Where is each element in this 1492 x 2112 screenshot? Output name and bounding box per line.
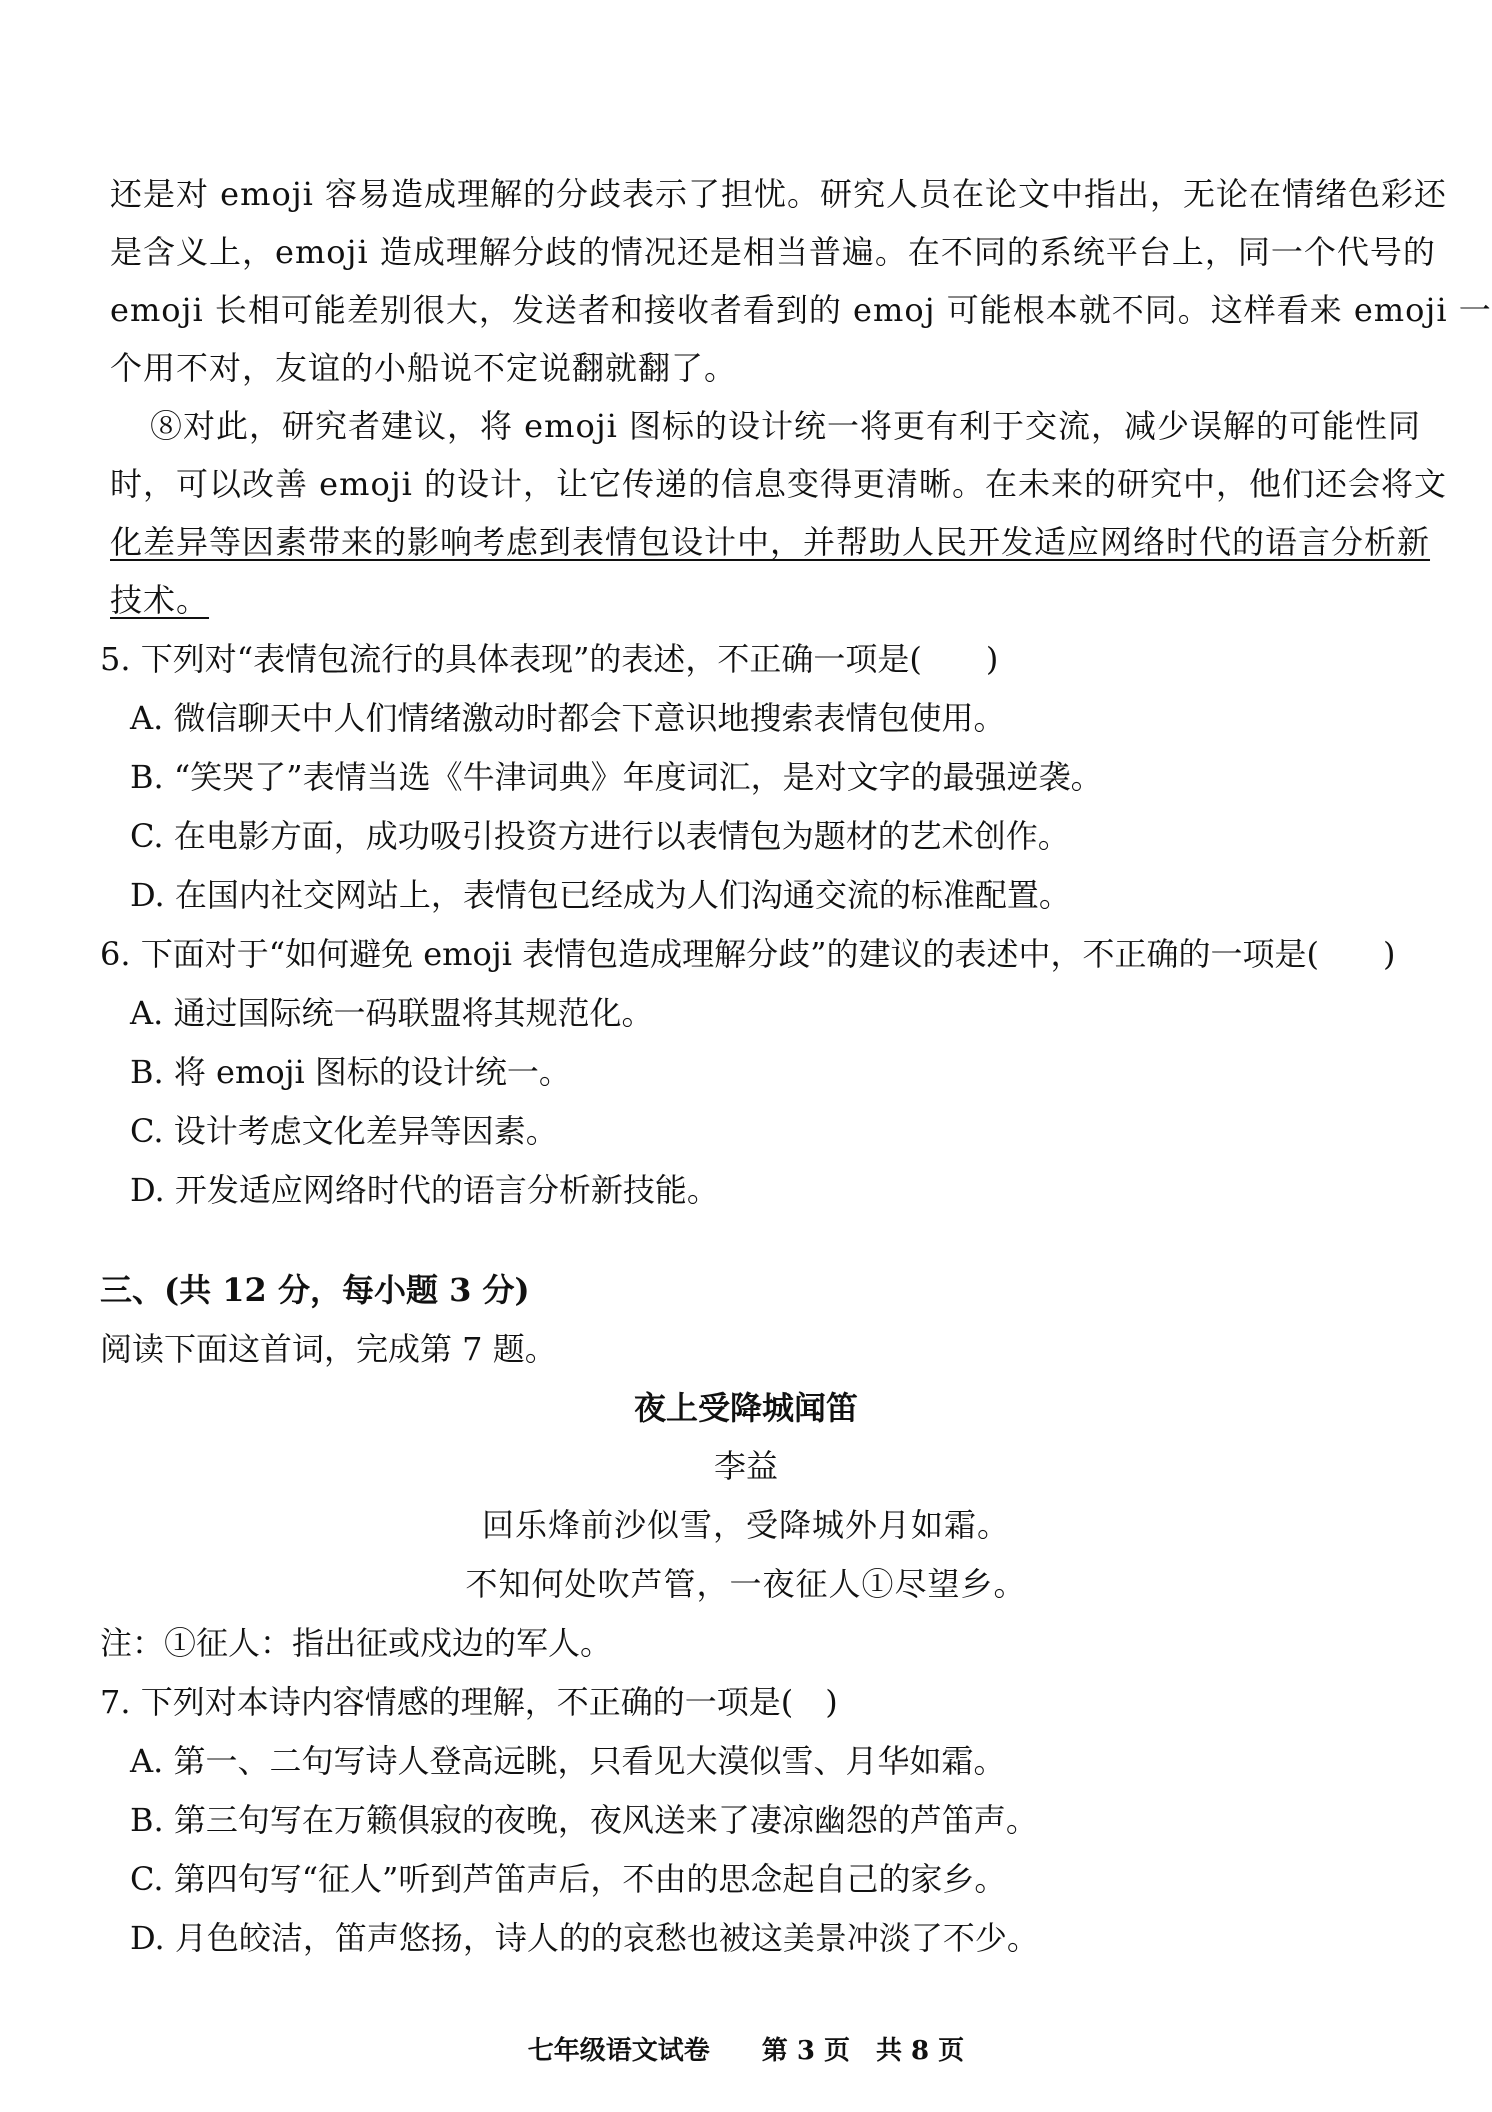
- poem-author: 李益: [713, 1447, 778, 1485]
- page-footer: 七年级语文试卷 第 3 页 共 8 页: [527, 2036, 965, 2066]
- passage-line-6: 时，可以改善 emoji 的设计，让它传递的信息变得更清晰。在未来的研究中，他们还会将文: [110, 465, 1448, 503]
- question-7-option-c: C. 第四句写“征人”听到芦笛声后，不由的思念起自己的家乡。: [130, 1860, 1007, 1898]
- poem-line-1: 回乐烽前沙似雪，受降城外月如霜。: [481, 1506, 1010, 1544]
- passage-line-7: 化差异等因素带来的影响考虑到表情包设计中，并帮助人民开发适应网络时代的语言分析新: [110, 523, 1431, 561]
- question-5-stem: 5. 下列对“表情包流行的具体表现”的表述，不正确一项是( ): [100, 640, 999, 678]
- question-7-option-b: B. 第三句写在万籁俱寂的夜晚，夜风送来了凄凉幽怨的芦笛声。: [130, 1801, 1038, 1839]
- passage-line-3: emoji 长相可能差别很大，发送者和接收者看到的 emoj 可能根本就不同。这样看来 emoji 一: [110, 291, 1492, 329]
- question-6-option-a: A. 通过国际统一码联盟将其规范化。: [130, 994, 654, 1032]
- question-5-option-a: A. 微信聊天中人们情绪激动时都会下意识地搜索表情包使用。: [130, 699, 1006, 737]
- section-3-instruction: 阅读下面这首词，完成第 7 题。: [100, 1330, 557, 1368]
- question-6-option-c: C. 设计考虑文化差异等因素。: [130, 1112, 558, 1150]
- question-7-option-a: A. 第一、二句写诗人登高远眺，只看见大漠似雪、月华如霜。: [130, 1742, 1006, 1780]
- question-5-option-c: C. 在电影方面，成功吸引投资方进行以表情包为题材的艺术创作。: [130, 817, 1070, 855]
- question-6-option-b: B. 将 emoji 图标的设计统一。: [130, 1053, 571, 1091]
- question-7-option-d: D. 月色皎洁，笛声悠扬，诗人的的哀愁也被这美景冲淡了不少。: [130, 1919, 1039, 1957]
- question-5-option-d: D. 在国内社交网站上，表情包已经成为人们沟通交流的标准配置。: [130, 876, 1071, 914]
- poem-title: 夜上受降城闻笛: [633, 1389, 858, 1427]
- passage-line-2: 是含义上，emoji 造成理解分歧的情况还是相当普遍。在不同的系统平台上，同一个代号的: [110, 233, 1436, 271]
- passage-line-5: ⑧对此，研究者建议，将 emoji 图标的设计统一将更有利于交流，减少误解的可能性同: [150, 407, 1422, 445]
- passage-line-4: 个用不对，友谊的小船说不定说翻就翻了。: [110, 349, 738, 387]
- question-7-stem: 7. 下列对本诗内容情感的理解，不正确的一项是( ): [100, 1683, 838, 1721]
- section-3-heading: 三、(共 12 分，每小题 3 分): [100, 1271, 530, 1309]
- poem-line-2: 不知何处吹芦管，一夜征人①尽望乡。: [465, 1565, 1027, 1603]
- question-5-option-b: B. “笑哭了”表情当选《牛津词典》年度词汇，是对文字的最强逆袭。: [130, 758, 1103, 796]
- question-6-option-d: D. 开发适应网络时代的语言分析新技能。: [130, 1171, 719, 1209]
- poem-note: 注：①征人：指出征或戍边的军人。: [100, 1624, 613, 1662]
- passage-line-8: 技术。: [110, 581, 210, 619]
- passage-line-1: 还是对 emoji 容易造成理解的分歧表示了担忧。研究人员在论文中指出，无论在情绪色彩还: [110, 175, 1448, 213]
- question-6-stem: 6. 下面对于“如何避免 emoji 表情包造成理解分歧”的建议的表述中，不正确的一项是( ): [100, 935, 1396, 973]
